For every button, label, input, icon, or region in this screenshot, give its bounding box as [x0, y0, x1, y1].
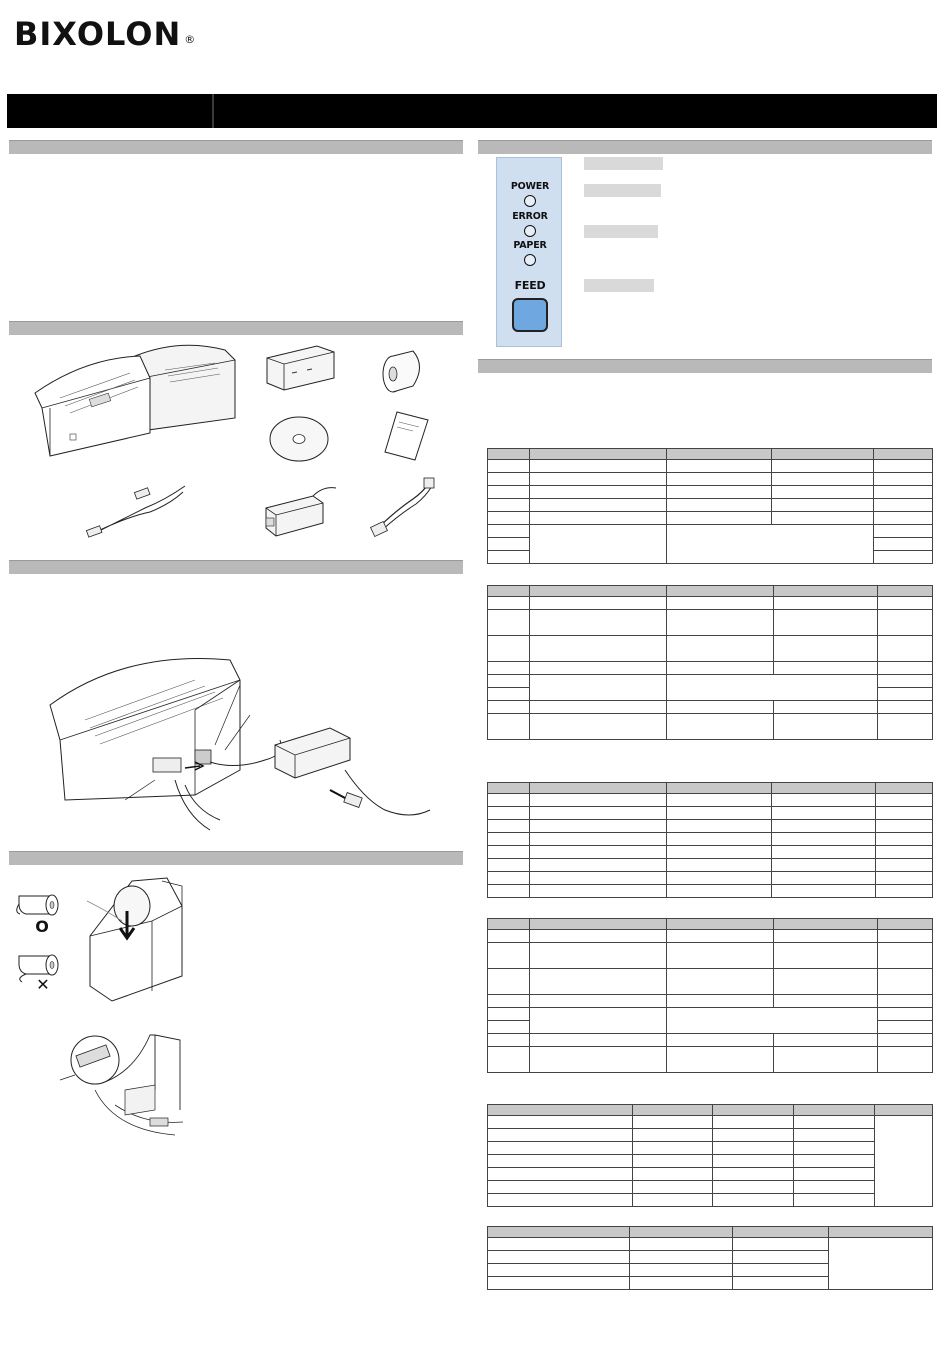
- table-row: [488, 1168, 933, 1181]
- table-row: [488, 930, 933, 943]
- section-bar-unpacking: [9, 321, 463, 335]
- table-row: [488, 1129, 933, 1142]
- table-row: [488, 833, 933, 846]
- paper-led: [524, 254, 536, 266]
- interface-cable-icon: [85, 478, 195, 540]
- table-row: [488, 512, 933, 525]
- table-row: [488, 872, 933, 885]
- cable-connection-illustration: [45, 650, 445, 845]
- table-header-cell: [488, 449, 530, 460]
- printer-pair-illustration: [30, 338, 240, 468]
- table-row: [488, 820, 933, 833]
- table-row: [488, 943, 933, 969]
- paper-description-box: [584, 225, 658, 238]
- table-row: [488, 473, 933, 486]
- table-row: [488, 1238, 933, 1251]
- table-header-cell: [772, 449, 874, 460]
- table-row: [488, 995, 933, 1008]
- table-row: [488, 460, 933, 473]
- title-bar: [7, 94, 937, 128]
- paper-sensor-detail-illustration: [55, 1030, 190, 1140]
- cd-rom-icon: [268, 414, 330, 464]
- feed-button[interactable]: [512, 298, 548, 332]
- correct-symbol: O: [35, 917, 49, 936]
- table-row: [488, 1034, 933, 1047]
- incorrect-symbol: ✕: [36, 975, 50, 994]
- table-row: [488, 714, 933, 740]
- power-cord-icon: [368, 474, 438, 540]
- table-header-cell: [666, 449, 772, 460]
- section-bar-control-panel: [478, 140, 932, 154]
- table-row: [488, 859, 933, 872]
- section-bar-dip-switch: [478, 359, 932, 373]
- table-row: [488, 499, 933, 512]
- power-led: [524, 195, 536, 207]
- table-row: [488, 969, 933, 995]
- table-row: [488, 1008, 933, 1021]
- table-row: [488, 1155, 933, 1168]
- error-led: [524, 225, 536, 237]
- dip-switch-table-1: [487, 448, 933, 564]
- table-header-cell: [529, 449, 666, 460]
- paper-roll-icon: [378, 346, 428, 396]
- table-row: [488, 846, 933, 859]
- control-panel: [496, 157, 562, 347]
- table-row: [488, 525, 933, 538]
- power-label: POWER: [510, 181, 550, 192]
- power-adapter-icon: [258, 478, 340, 540]
- table-row: [488, 1116, 933, 1129]
- bixolon-logo: [14, 14, 196, 54]
- paper-loading-illustration: [82, 876, 192, 1006]
- table-row: [488, 1181, 933, 1194]
- registered-mark: ®: [184, 33, 197, 46]
- paper-label: PAPER: [513, 240, 547, 251]
- dip-switch-table-4: [487, 918, 933, 1073]
- table-row: [488, 675, 933, 688]
- table-row: [488, 794, 933, 807]
- dip-switch-table-3: [487, 782, 933, 898]
- table-row: [488, 1142, 933, 1155]
- table-row: [488, 610, 933, 636]
- manual-icon: [383, 410, 433, 462]
- table-row: [488, 807, 933, 820]
- error-description-box: [584, 184, 661, 197]
- power-description-box: [584, 157, 663, 170]
- section-bar-paper-roll: [9, 851, 463, 865]
- table-row: [488, 885, 933, 898]
- logo-text: BIXOLON: [14, 15, 182, 53]
- table-row: [488, 636, 933, 662]
- feed-label: FEED: [514, 279, 546, 292]
- cover-accessory-icon: [262, 338, 342, 393]
- table-row: [488, 597, 933, 610]
- table-header-cell: [874, 449, 933, 460]
- table-row: [488, 662, 933, 675]
- table-row: [488, 701, 933, 714]
- dip-switch-table-2: [487, 585, 933, 740]
- table-row: [488, 1194, 933, 1207]
- table-row: [488, 486, 933, 499]
- error-label: ERROR: [512, 211, 548, 222]
- feed-description-box: [584, 279, 654, 292]
- density-table: [487, 1226, 933, 1290]
- section-bar-connecting: [9, 560, 463, 574]
- section-bar-installation: [9, 140, 463, 154]
- title-bar-divider: [212, 94, 214, 128]
- baud-rate-table: [487, 1104, 933, 1207]
- table-row: [488, 1047, 933, 1073]
